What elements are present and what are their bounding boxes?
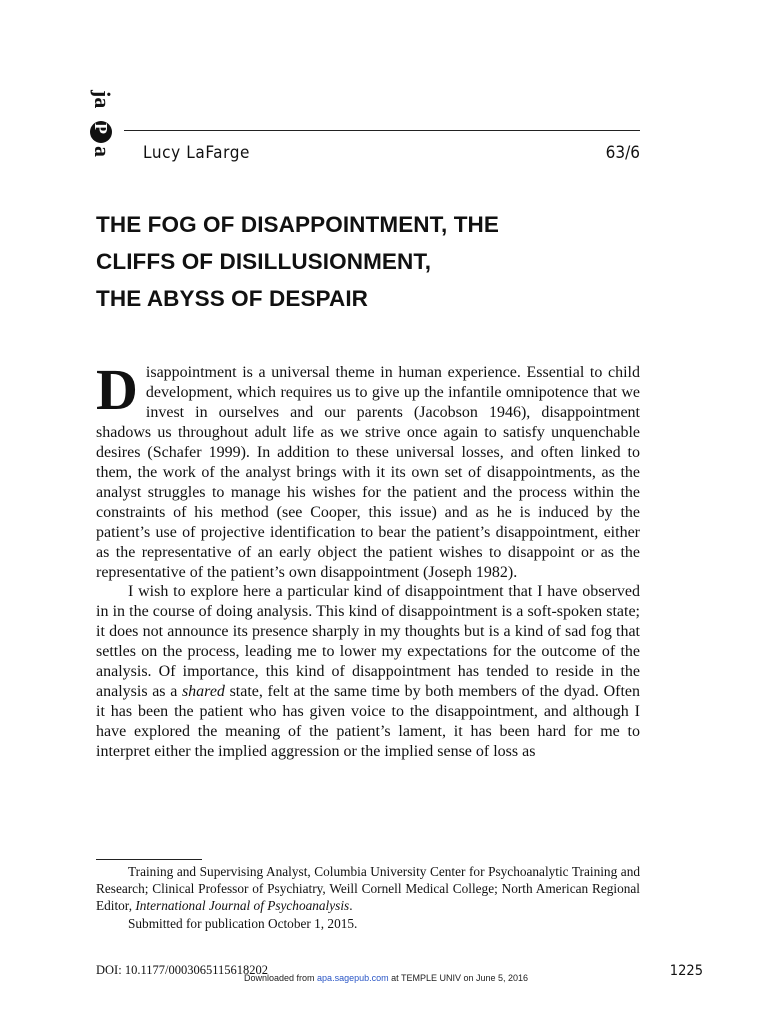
article-body [96,357,640,762]
paragraph-2-emphasis: shared [181,683,225,701]
download-prefix: Downloaded from [244,973,318,983]
download-suffix: at TEMPLE UNIV on June 5, 2016 [388,973,529,983]
download-notice [244,973,528,983]
svg-text:ja: ja [90,90,115,109]
article-title [96,206,656,317]
drop-cap: D [96,357,138,422]
title-line: CLIFFS OF DISILLUSIONMENT, [96,249,432,274]
footnote-journal-name: International Journal of Psychoanalysis [135,898,350,914]
japa-logo-icon [86,88,116,168]
footnote-submitted: Submitted for publication October 1, 2015. [128,915,358,931]
footnote-affiliation-text: Training and Supervising Analyst, Columbia University Center for Psychoanalytic Training and Research; Clinical Professor of Psychiatry, Weill Cornell Medical College; North American Regional Editor, [96,864,640,914]
page-number: 1225 [669,963,703,979]
footnote-affiliation [96,863,640,915]
title-line: THE FOG OF DISAPPOINTMENT, THE [96,212,500,237]
journal-logo [86,88,116,168]
paragraph-1-text: isappointment is a universal theme in human experience. Essential to child development, which requires us to give up the infantile omnipotence that we invest in ourselves and our parents (Jacobson 1946), disappointment shadows us throughout adult life as we strive once again to satisfy unquenchable desires (Schafer 1999). In addition to these universal losses, and often linked to them, the work of the analyst brings with it its own set of disappointments, as the analyst struggles to manage his wishes for the patient and the process within the constraints of his method (see Cooper, this issue) and as he is induced by the patient’s use of projective identification to bear the patient’s disappointment, either as the representative of an early object the patient wishes to disappoint or as the representative of the patient’s own disappointment (Joseph 1982). [96,364,640,581]
doi-line: DOI: 10.1177/0003065115618202 [96,963,268,977]
paragraph-2 [96,582,640,762]
paragraph-2-text-a: I wish to explore here a particular kind of disappointment that I have observed in in the course of doing analysis. This kind of disappointment is a soft-spoken state; it does not announce its presence sharply in my thoughts but is a kind of sad fog that settles on the process, leading me to lower my expectations for the outcome of the analysis. Of importance, this kind of disappointment has tended to reside in the analysis as a [96,583,640,701]
author-footnote [96,863,640,932]
svg-text:a: a [90,146,115,157]
svg-text:P: P [91,123,111,134]
paragraph-2-text-b: state, felt at the same time by both members of the dyad. Often it has been the patient who has given voice to the disappointment, and although I have explored the meaning of the patient’s lament, it has been hard for me to interpret either the implied aggression or the implied sense of loss as [96,683,640,761]
footnote-affiliation-end: . [349,898,353,914]
footnote-rule [96,859,202,860]
running-head-volume: 63/6 [605,143,640,163]
download-link[interactable]: apa.sagepub.com [317,973,389,983]
header-rule [124,130,640,131]
paragraph-1 [96,357,640,582]
running-head-author: Lucy LaFarge [143,143,251,163]
title-line: THE ABYSS OF DESPAIR [96,286,369,311]
